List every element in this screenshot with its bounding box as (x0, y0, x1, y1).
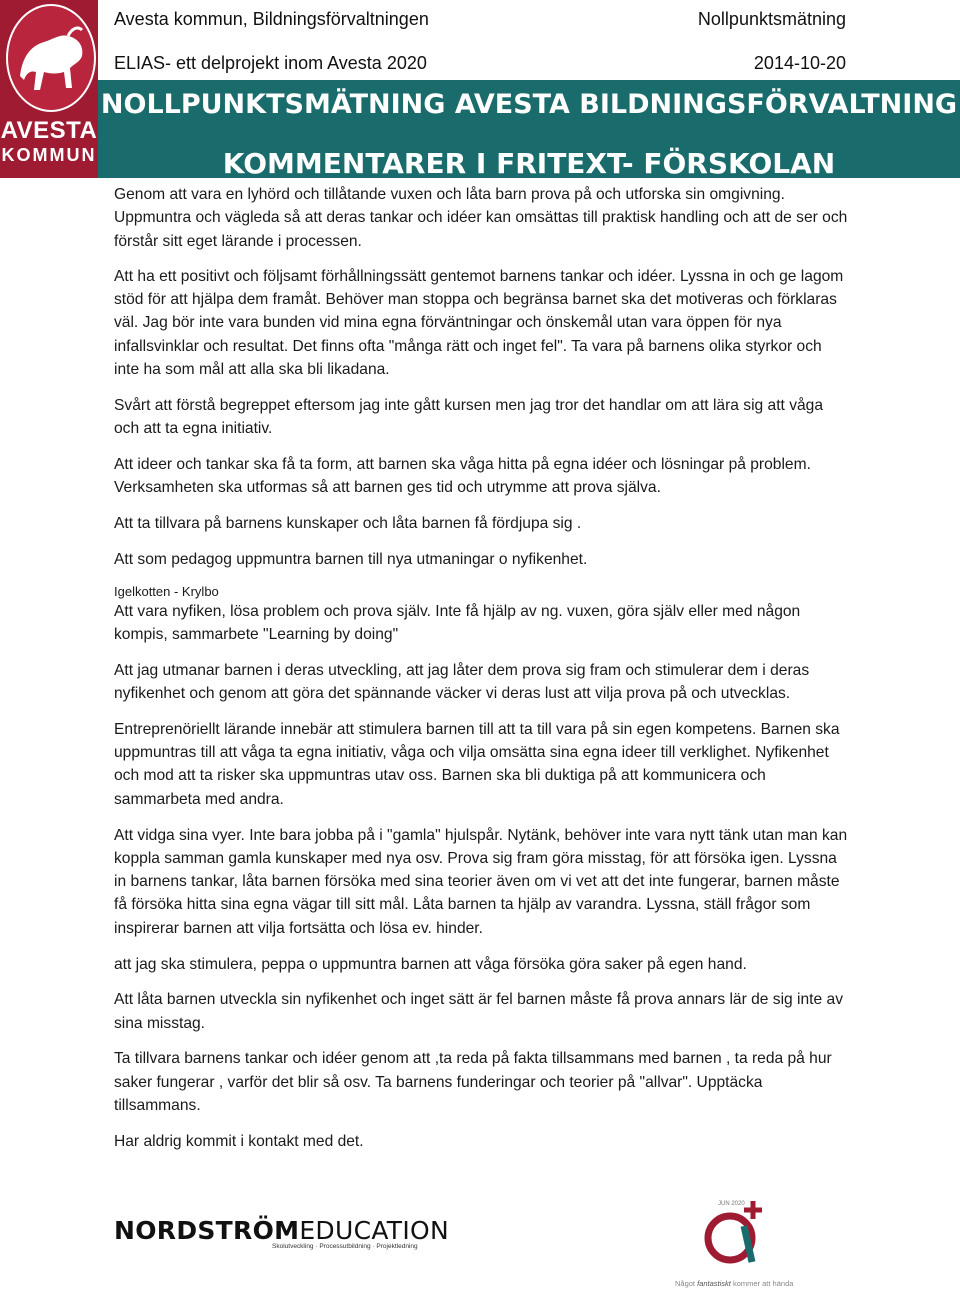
avesta-kommun-logo (0, 0, 98, 178)
tagline-emphasis: fantastiskt (697, 1279, 731, 1288)
logo-word-avesta: AVESTA (0, 117, 98, 144)
comment-paragraph: Att vidga sina vyer. Inte bara jobba på i "gamla" hjulspår. Nytänk, behöver inte vara nytt tänk utan man kan koppla samman gamla kunskaper med nya osv. Prova sig fram göra misstag, för att försöka igen. Lyssna in barnens tankar, låta barnen försöka med sina teorier även om vi vet att det inte fungerar, barnen måste få försöka hitta sina egna vägar till sitt mål. Låta barnen ta hjälp av varandra. Lyssna, ställ frågor som inspirerar barnen att vilja fortsätta och lösa ev. hinder. (114, 826, 848, 937)
nordstrom-wordmark-light: EDUCATION (299, 1216, 450, 1245)
comment-paragraph: Att jag utmanar barnen i deras utveckling, att jag låter dem prova sig fram och stimulerar dem i deras nyfikenhet och genom att göra det spännande väcker vi deras lust att vilja prova på och utvecklas. (114, 661, 810, 703)
comment-paragraph: Att som pedagog uppmuntra barnen till nya utmaningar o nyfikenhet. (114, 550, 588, 568)
nordstrom-education-logo (114, 1216, 449, 1250)
comment-paragraph: Att ideer och tankar ska få ta form, att barnen ska våga hitta på egna idéer och lösningar på problem. Verksamheten ska utformas så att barnen ges tid och utrymme att prova själva. (114, 455, 811, 497)
header-document-type: Nollpunktsmätning (697, 9, 846, 29)
comment-paragraph: Entreprenöriellt lärande innebär att stimulera barnen till att ta till vara på sin egen kompetens. Barnen ska uppmuntras till att våga ta egna initiativ, våga och vilja omsätta sina egna ideer till verklighet. Nyfikenhet och mod att ta risker ska uppmuntras utav oss. Barnen ska bli duktiga på att kommunicera och sammarbeta med andra. (114, 720, 840, 808)
bison-emblem-icon (6, 4, 96, 112)
comment-paragraph: Att ta tillvara på barnens kunskaper och låta barnen få fördjupa sig . (114, 515, 582, 533)
nordstrom-subtitle: Skolutveckling · Processutbildning · Projektledning (272, 1243, 418, 1250)
comment-paragraph: att jag ska stimulera, peppa o uppmuntra barnen att våga försöka göra saker på egen hand. (114, 955, 747, 973)
comment-paragraph: Att vara nyfiken, lösa problem och prova själv. Inte få hjälp av ng. vuxen, göra själv eller med någon kompis, sammarbete "Learning by doing" (114, 602, 801, 643)
alogo-year: JUN 2020 (718, 1201, 745, 1207)
header-organization: Avesta kommun, Bildningsförvaltningen (114, 9, 429, 29)
comment-paragraph: Svårt att förstå begreppet eftersom jag inte gått kursen men jag tror det handlar om att lära sig att våga och att ta egna initiativ. (114, 396, 824, 438)
tagline-post: kommer att hända (730, 1279, 794, 1288)
title-banner (98, 80, 960, 178)
comment-paragraph: Att låta barnen utveckla sin nyfikenhet och inget sätt är fel barnen måste få prova annars lär de sig inte av sina misstag. (114, 991, 843, 1032)
nordstrom-wordmark-bold: NORDSTRÖM (114, 1216, 300, 1245)
unit-label: Igelkotten - Krylbo (114, 583, 219, 599)
comment-paragraph: Ta tillvara barnens tankar och idéer genom att ,ta reda på fakta tillsammans med barnen , ta reda på hur saker fungerar , varför det blir så osv. Ta barnens funderingar och teorier på "allvar". Upptäcka tillsammans. (114, 1050, 832, 1114)
avesta-2020-logo-icon (700, 1196, 770, 1268)
header-project: ELIAS- ett delprojekt inom Avesta 2020 (114, 53, 427, 73)
comment-paragraph: Att ha ett positivt och följsamt förhållningssätt gentemot barnens tankar och idéer. Lyssna in och ge lagom stöd för att hjälpa dem framåt. Behöver man stoppa och begränsa barnet ska det motiveras och förklaras väl. Jag bör inte vara bunden vid mina egna förväntningar och önskemål utan vara öppen för nya infallsvinklar och resultat. Det finns ofta "många rätt och inget fel". Ta vara på barnens olika styrkor och inte ha som mål att alla ska bli likadana. (114, 267, 844, 379)
logo-word-kommun: KOMMUN (1, 145, 97, 165)
header-date: 2014-10-20 (753, 53, 846, 73)
footer-tagline (675, 1279, 793, 1288)
nordstrom-wordmark (114, 1216, 449, 1245)
comments-body (114, 183, 849, 1166)
comment-paragraph: Har aldrig kommit i kontakt med det. (114, 1132, 364, 1150)
page-subtitle: KOMMENTARER I FRITEXT- FÖRSKOLAN (222, 147, 836, 180)
comment-paragraph: Genom att vara en lyhörd och tillåtande vuxen och låta barn prova på och utforska sin omgivning. Uppmuntra och vägleda så att deras tankar och idéer kan omsättas till praktisk handling och att de ser och förstår sitt eget lärande i processen. (114, 186, 848, 250)
page-title: NOLLPUNKTSMÄTNING AVESTA BILDNINGSFÖRVALTNING (100, 89, 958, 120)
tagline-pre: Något (675, 1279, 698, 1288)
